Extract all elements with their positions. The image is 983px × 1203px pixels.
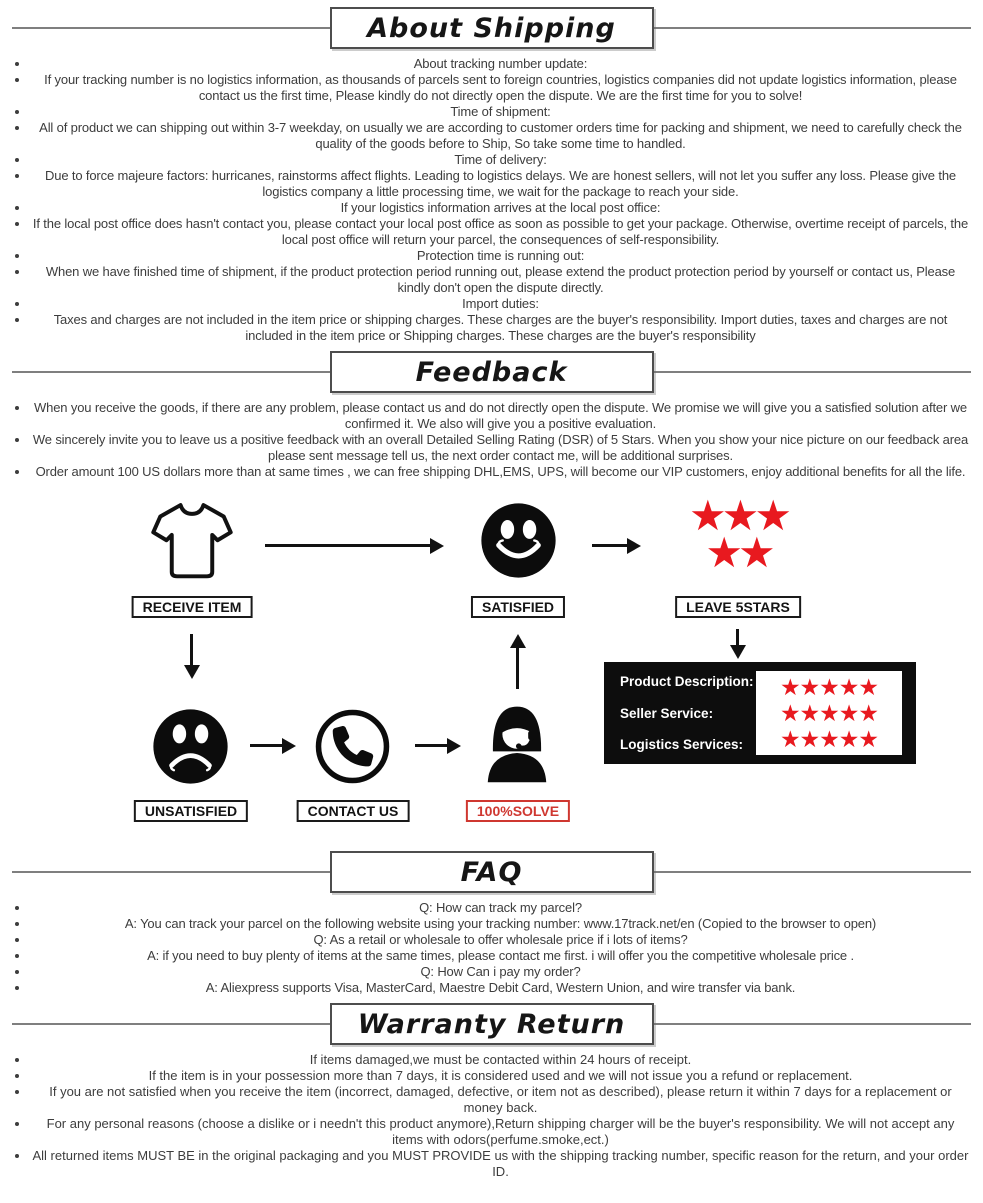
section-title: About Shipping <box>367 12 616 44</box>
arrow-down-icon <box>736 629 739 646</box>
list-item: • When you receive the goods, if there are any problem, please contact us and do not directly open the dispute. We promise we will give you a satisfied solution after we confirmed it. We also will give you a positive evaluation. <box>30 400 971 432</box>
unsatisfied-label: UNSATISFIED <box>134 800 248 822</box>
section-title-box <box>330 1003 654 1045</box>
section-faq <box>0 851 983 996</box>
list-item: • About tracking number update: <box>30 56 971 72</box>
ratings-box <box>604 662 916 764</box>
list-item: • If the local post office does hasn't contact you, please contact your local post office as soon as possible to get your package. Otherwise, overtime receipt of parcels, the local post office will return your parcel, the consequences of self-responsibility. <box>30 216 971 248</box>
section-title: Warranty Return <box>357 1008 626 1040</box>
faq-list <box>0 900 983 996</box>
section-feedback <box>0 351 983 480</box>
support-agent-icon <box>474 696 560 786</box>
section-title-box <box>330 851 654 893</box>
section-title-box <box>330 7 654 49</box>
rating-label: Product Description: <box>620 674 754 689</box>
star-row: ★★ <box>705 529 771 576</box>
red-star-icon-row: ★★★★★ <box>779 674 879 700</box>
warranty-list <box>0 1052 983 1180</box>
solve-label: 100%SOLVE <box>466 800 570 822</box>
arrow-right-icon <box>265 544 431 547</box>
list-item: • Due to force majeure factors: hurricanes, rainstorms affect flights. Leading to logistics delays. We are honest sellers, will not let you suffer any loss. Please give the logistics company a little processing time, we wait for the package to reach your side. <box>30 168 971 200</box>
list-item: • All of product we can shipping out within 3-7 weekday, on usually we are according to customer orders time for packing and shipment, we need to carefully check the quality of the goods before to Ship, So take some time to handled. <box>30 120 971 152</box>
ratings-stars-panel <box>756 671 902 755</box>
arrow-up-icon <box>516 647 519 689</box>
banner-feedback <box>0 351 983 395</box>
arrow-right-icon <box>250 744 283 747</box>
feedback-list <box>0 400 983 480</box>
list-item: • If the item is in your possession more than 7 days, it is considered used and we will not issue you a refund or replacement. <box>30 1068 971 1084</box>
leave-5stars-label: LEAVE 5STARS <box>675 596 801 618</box>
smiley-icon <box>479 501 558 580</box>
section-title: Feedback <box>415 356 568 388</box>
section-title: FAQ <box>460 856 523 888</box>
list-item: • We sincerely invite you to leave us a positive feedback with an overall Detailed Selling Rating (DSR) of 5 Stars. When you show your nice picture on our feedback area please sent message tell us, the next order contact me, will be additional surprises. <box>30 432 971 464</box>
list-item: • A: if you need to buy plenty of items at the same times, please contact me first. i will offer you the competitive wholesale price . <box>30 948 971 964</box>
banner-faq <box>0 851 983 895</box>
list-item: • Q: How can track my parcel? <box>30 900 971 916</box>
arrow-down-icon <box>190 634 193 666</box>
star-row: ★★★ <box>689 492 787 539</box>
tshirt-icon <box>148 492 236 592</box>
list-item: • If you are not satisfied when you receive the item (incorrect, damaged, defective, or item not as described), please return it within 7 days for a replacement or money back. <box>30 1084 971 1116</box>
sad-face-icon <box>151 707 230 786</box>
contact-us-label: CONTACT US <box>297 800 410 822</box>
list-item: • Taxes and charges are not included in the item price or shipping charges. These charges are the buyer's responsibility. Import duties, taxes and charges are not included in the item price or Shipping charges. These charges are the buyer's responsibility <box>30 312 971 344</box>
list-item: • Protection time is running out: <box>30 248 971 264</box>
section-warranty-return <box>0 1003 983 1180</box>
section-about-shipping <box>0 7 983 344</box>
phone-icon <box>313 707 392 786</box>
ratings-labels <box>620 674 754 752</box>
section-title-box <box>330 351 654 393</box>
red-star-icon-group <box>674 492 802 576</box>
arrow-right-icon <box>415 744 448 747</box>
list-item: • A: You can track your parcel on the following website using your tracking number: www.17track.net/en (Copied to the browser to open) <box>30 916 971 932</box>
list-item: • Time of delivery: <box>30 152 971 168</box>
red-star-icon-row: ★★★★★ <box>779 700 879 726</box>
list-item: • If items damaged,we must be contacted within 24 hours of receipt. <box>30 1052 971 1068</box>
list-item: • If your logistics information arrives at the local post office: <box>30 200 971 216</box>
list-item: • When we have finished time of shipment, if the product protection period running out, please extend the product protection period by yourself or contact us, Please kindly don't open the dispute directly. <box>30 264 971 296</box>
list-item: • Time of shipment: <box>30 104 971 120</box>
banner-warranty-return <box>0 1003 983 1047</box>
red-star-icon-row: ★★★★★ <box>779 726 879 752</box>
list-item: • Order amount 100 US dollars more than at same times , we can free shipping DHL,EMS, UPS, will become our VIP customers, enjoy additional benefits for all the life. <box>30 464 971 480</box>
list-item: • Import duties: <box>30 296 971 312</box>
list-item: • If your tracking number is no logistics information, as thousands of parcels sent to foreign countries, logistics companies did not update logistics information, please contact us the first time, Please kindly do not directly open the dispute. We are the first time for you to solve! <box>30 72 971 104</box>
list-item: • For any personal reasons (choose a dislike or i needn't this product anymore),Return shipping charger will be the buyer's responsibility. We will not accept any items with odors(perfume.smoke,ect.) <box>30 1116 971 1148</box>
list-item: • Q: As a retail or wholesale to offer wholesale price if i lots of items? <box>30 932 971 948</box>
receive-item-label: RECEIVE ITEM <box>132 596 253 618</box>
banner-about-shipping <box>0 7 983 51</box>
shipping-list <box>0 56 983 344</box>
arrow-right-icon <box>592 544 628 547</box>
rating-label: Logistics Services: <box>620 737 744 752</box>
list-item: • Q: How Can i pay my order? <box>30 964 971 980</box>
feedback-flow-diagram <box>0 484 983 844</box>
rating-label: Seller Service: <box>620 705 714 721</box>
list-item: • All returned items MUST BE in the original packaging and you MUST PROVIDE us with the shipping tracking number, specific reason for the return, and your order ID. <box>30 1148 971 1180</box>
list-item: • A: Aliexpress supports Visa, MasterCard, Maestre Debit Card, Western Union, and wire transfer via bank. <box>30 980 971 996</box>
satisfied-label: SATISFIED <box>471 596 565 618</box>
